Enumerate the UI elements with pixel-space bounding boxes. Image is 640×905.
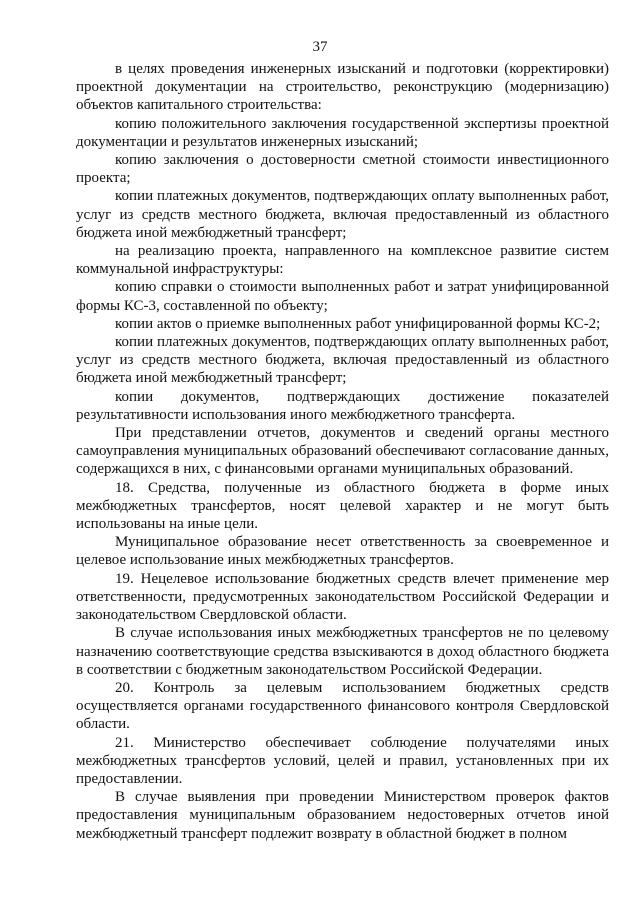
paragraph-item-19: 19. Нецелевое использование бюджетных средств влечет применение мер ответственности, предусмотренных законодательством Российской Федерации и законодательством Свердловской области. — [76, 570, 609, 624]
paragraph-reports-coordination: При представлении отчетов, документов и сведений органы местного самоуправления муниципальных образований обеспечивают согласование данных, содержащихся в них, с финансовыми органами муниципальных образований. — [76, 425, 609, 478]
page-number: 37 — [312, 39, 328, 55]
paragraph-estimate-reliability-copy: копию заключения о достоверности сметной стоимости инвестиционного проекта; — [76, 152, 609, 187]
document-body — [76, 60, 609, 843]
paragraph-item-21: 21. Министерство обеспечивает соблюдение получателями иных межбюджетных трансфертов условий, целей и правил, установленных при их предоставлении. — [76, 734, 609, 787]
paragraph-payment-documents-1: копии платежных документов, подтверждающих оплату выполненных работ, услуг из средств местного бюджета, включая предоставленный из областного бюджета иной межбюджетный трансферт; — [76, 188, 609, 241]
paragraph-ks3-certificate: копию справки о стоимости выполненных работ и затрат унифицированной формы КС-3, составленной по объекту; — [76, 279, 609, 314]
paragraph-purpose-communal-infrastructure: на реализацию проекта, направленного на комплексное развитие систем коммунальной инфраструктуры: — [76, 243, 609, 278]
paragraph-item-20: 20. Контроль за целевым использованием бюджетных средств осуществляется органами государственного финансового контроля Свердловской области. — [76, 679, 609, 733]
paragraph-false-reports-return: В случае выявления при проведении Министерством проверок фактов предоставления муниципальным образованием недостоверных отчетов иной межбюджетный трансферт подлежит возврату в областной бюджет в полном — [76, 789, 609, 842]
paragraph-item-18: 18. Средства, полученные из областного бюджета в форме иных межбюджетных трансфертов, носят целевой характер и не могут быть использованы на иные цели. — [76, 479, 609, 533]
paragraph-municipal-responsibility: Муниципальное образование несет ответственность за своевременное и целевое использование иных межбюджетных трансфертов. — [76, 534, 609, 569]
paragraph-payment-documents-2: копии платежных документов, подтверждающих оплату выполненных работ, услуг из средств местного бюджета, включая предоставленный из областного бюджета иной межбюджетный трансферт; — [76, 334, 609, 387]
paragraph-ks2-acts: копии актов о приемке выполненных работ унифицированной формы КС-2; — [115, 315, 601, 332]
paragraph-performance-documents: копии документов, подтверждающих достижение показателей результативности использования иного межбюджетного трансферта. — [76, 388, 609, 423]
paragraph-purpose-engineering-surveys: в целях проведения инженерных изысканий и подготовки (корректировки) проектной документации на строительство, реконструкцию (модернизацию) объектов капитального строительства: — [76, 61, 609, 114]
paragraph-state-expertise-copy: копию положительного заключения государственной экспертизы проектной документации и результатов инженерных изысканий; — [76, 115, 609, 150]
paragraph-misuse-recovery: В случае использования иных межбюджетных трансфертов не по целевому назначению соответствующие средства взыскиваются в доход областного бюджета в соответствии с бюджетным законодательством Российской Федерации. — [76, 625, 609, 678]
